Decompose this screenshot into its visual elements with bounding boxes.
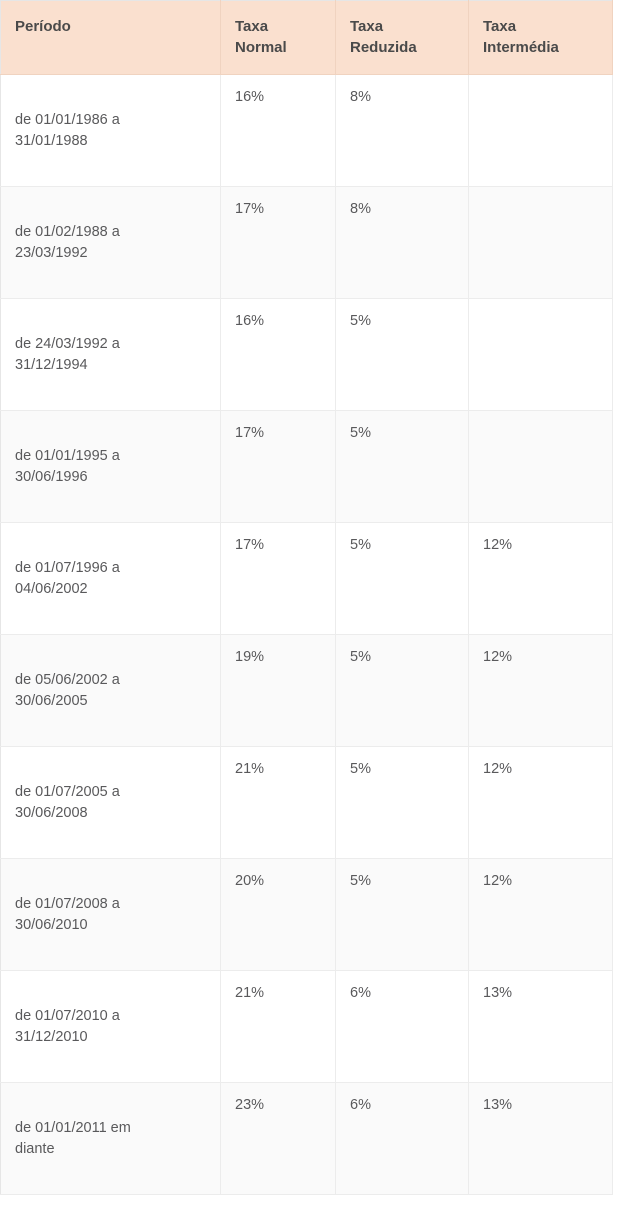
cell-taxa-normal: 23% — [221, 1083, 336, 1195]
cell-periodo — [1, 971, 221, 1083]
cell-taxa-intermedia: 12% — [469, 635, 613, 747]
table-row — [1, 635, 613, 747]
cell-taxa-normal: 21% — [221, 971, 336, 1083]
periodo-line2: 31/01/1988 — [15, 132, 88, 149]
cell-taxa-normal: 17% — [221, 523, 336, 635]
table-row — [1, 747, 613, 859]
periodo-line1: de 01/01/1995 a — [15, 447, 120, 464]
cell-taxa-reduzida: 5% — [336, 523, 469, 635]
cell-taxa-normal: 17% — [221, 411, 336, 523]
cell-taxa-intermedia: 13% — [469, 971, 613, 1083]
cell-taxa-normal: 16% — [221, 299, 336, 411]
column-header-taxa-intermedia-line2: Intermédia — [483, 38, 559, 56]
column-header-periodo — [1, 1, 221, 75]
cell-taxa-normal: 16% — [221, 75, 336, 187]
periodo-line1: de 01/01/2011 em — [15, 1119, 131, 1136]
cell-taxa-intermedia: 12% — [469, 859, 613, 971]
cell-periodo — [1, 523, 221, 635]
periodo-line2: 30/06/2005 — [15, 692, 88, 709]
cell-taxa-reduzida: 5% — [336, 747, 469, 859]
table-header-row — [1, 1, 613, 75]
table-header — [1, 1, 613, 75]
table-row — [1, 1083, 613, 1195]
periodo-line2: 30/06/2008 — [15, 804, 88, 821]
table-row — [1, 411, 613, 523]
cell-periodo — [1, 635, 221, 747]
periodo-line1: de 01/01/1986 a — [15, 111, 120, 128]
column-header-taxa-normal — [221, 1, 336, 75]
cell-taxa-intermedia — [469, 187, 613, 299]
cell-taxa-intermedia — [469, 299, 613, 411]
table-row — [1, 523, 613, 635]
cell-taxa-reduzida: 5% — [336, 299, 469, 411]
column-header-taxa-normal-line2: Normal — [235, 38, 287, 56]
periodo-line2: 30/06/2010 — [15, 916, 88, 933]
periodo-line1: de 01/07/1996 a — [15, 559, 120, 576]
column-header-taxa-intermedia-line1: Taxa — [483, 18, 517, 35]
column-header-taxa-reduzida-line2: Reduzida — [350, 38, 417, 56]
cell-periodo — [1, 411, 221, 523]
table-row — [1, 75, 613, 187]
cell-taxa-reduzida: 5% — [336, 635, 469, 747]
column-header-taxa-reduzida-line1: Taxa — [350, 18, 384, 35]
cell-taxa-reduzida: 8% — [336, 75, 469, 187]
periodo-line2: 04/06/2002 — [15, 580, 88, 597]
cell-taxa-intermedia — [469, 411, 613, 523]
cell-taxa-reduzida: 6% — [336, 971, 469, 1083]
cell-periodo — [1, 187, 221, 299]
cell-taxa-normal: 17% — [221, 187, 336, 299]
cell-taxa-reduzida: 5% — [336, 411, 469, 523]
cell-periodo — [1, 859, 221, 971]
table-row — [1, 187, 613, 299]
table-body — [1, 75, 613, 1195]
cell-periodo — [1, 747, 221, 859]
periodo-line1: de 05/06/2002 a — [15, 671, 120, 688]
cell-taxa-reduzida: 8% — [336, 187, 469, 299]
table-row — [1, 971, 613, 1083]
column-header-taxa-intermedia — [469, 1, 613, 75]
column-header-taxa-reduzida — [336, 1, 469, 75]
table-row — [1, 859, 613, 971]
cell-taxa-normal: 20% — [221, 859, 336, 971]
cell-taxa-normal: 21% — [221, 747, 336, 859]
periodo-line1: de 24/03/1992 a — [15, 335, 120, 352]
periodo-line2: 30/06/1996 — [15, 468, 88, 485]
periodo-line2: 23/03/1992 — [15, 244, 88, 261]
periodo-line2: 31/12/2010 — [15, 1028, 88, 1045]
cell-taxa-normal: 19% — [221, 635, 336, 747]
cell-periodo — [1, 75, 221, 187]
periodo-line2: diante — [15, 1140, 55, 1157]
cell-taxa-reduzida: 6% — [336, 1083, 469, 1195]
cell-taxa-intermedia: 13% — [469, 1083, 613, 1195]
periodo-line1: de 01/07/2005 a — [15, 783, 120, 800]
cell-taxa-intermedia: 12% — [469, 747, 613, 859]
periodo-line1: de 01/02/1988 a — [15, 223, 120, 240]
column-header-periodo-line1: Período — [15, 18, 71, 35]
cell-periodo — [1, 299, 221, 411]
cell-periodo — [1, 1083, 221, 1195]
column-header-taxa-normal-line1: Taxa — [235, 18, 269, 35]
periodo-line1: de 01/07/2010 a — [15, 1007, 120, 1024]
periodo-line1: de 01/07/2008 a — [15, 895, 120, 912]
table-row — [1, 299, 613, 411]
cell-taxa-intermedia — [469, 75, 613, 187]
cell-taxa-reduzida: 5% — [336, 859, 469, 971]
cell-taxa-intermedia: 12% — [469, 523, 613, 635]
periodo-line2: 31/12/1994 — [15, 356, 88, 373]
